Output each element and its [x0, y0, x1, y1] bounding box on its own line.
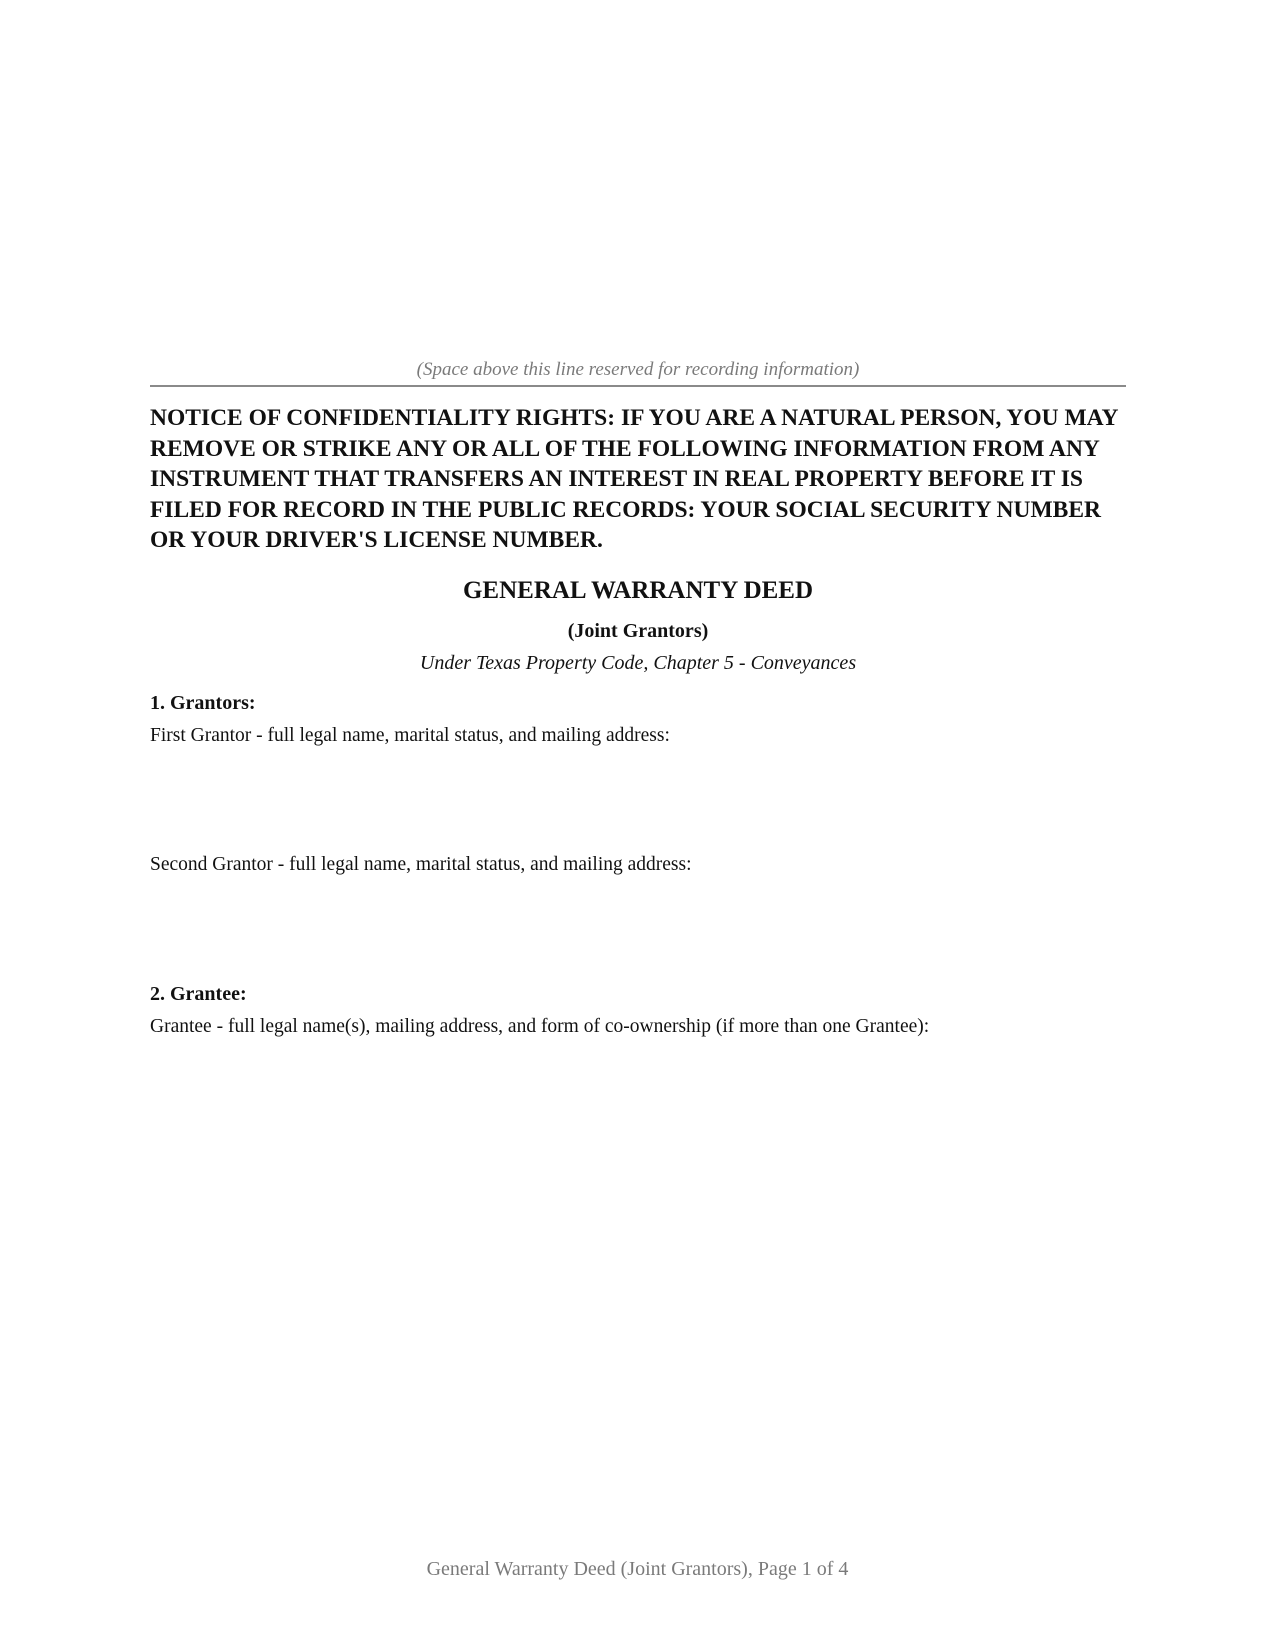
confidentiality-notice: NOTICE OF CONFIDENTIALITY RIGHTS: IF YOU ARE A NATURAL PERSON, YOU MAY REMOVE OR STRIKE ANY OR ALL OF THE FOLLOWING INFORMATION FROM ANY INSTRUMENT THAT TRANSFERS AN INTEREST IN REAL PROPERTY BEFORE IT IS FILED FOR RECORD IN THE PUBLIC RECORDS: YOUR SOCIAL SECURITY NUMBER OR YOUR DRIVER'S LICENSE NUMBER.: [150, 405, 1118, 553]
grantee-label: Grantee - full legal name(s), mailing address, and form of co-ownership (if more than one Grantee):: [150, 1016, 930, 1037]
recording-space-note: (Space above this line reserved for recording information): [416, 359, 860, 380]
deed-subtitle: (Joint Grantors): [567, 620, 709, 642]
second-grantor-label: Second Grantor - full legal name, marital status, and mailing address:: [150, 854, 692, 875]
page-footer: General Warranty Deed (Joint Grantors), Page 1 of 4: [426, 1558, 849, 1580]
deed-authority: Under Texas Property Code, Chapter 5 - Conveyances: [419, 652, 857, 674]
deed-title: GENERAL WARRANTY DEED: [462, 577, 814, 604]
grantors-heading: 1. Grantors:: [150, 692, 256, 714]
first-grantor-label: First Grantor - full legal name, marital status, and mailing address:: [150, 725, 670, 746]
first-grantor-fill-area[interactable]: [150, 752, 1126, 852]
grantee-heading: 2. Grantee:: [150, 983, 247, 1005]
grantee-fill-area[interactable]: [150, 1043, 1126, 1493]
recording-divider-line: [150, 385, 1126, 387]
second-grantor-fill-area[interactable]: [150, 881, 1126, 981]
